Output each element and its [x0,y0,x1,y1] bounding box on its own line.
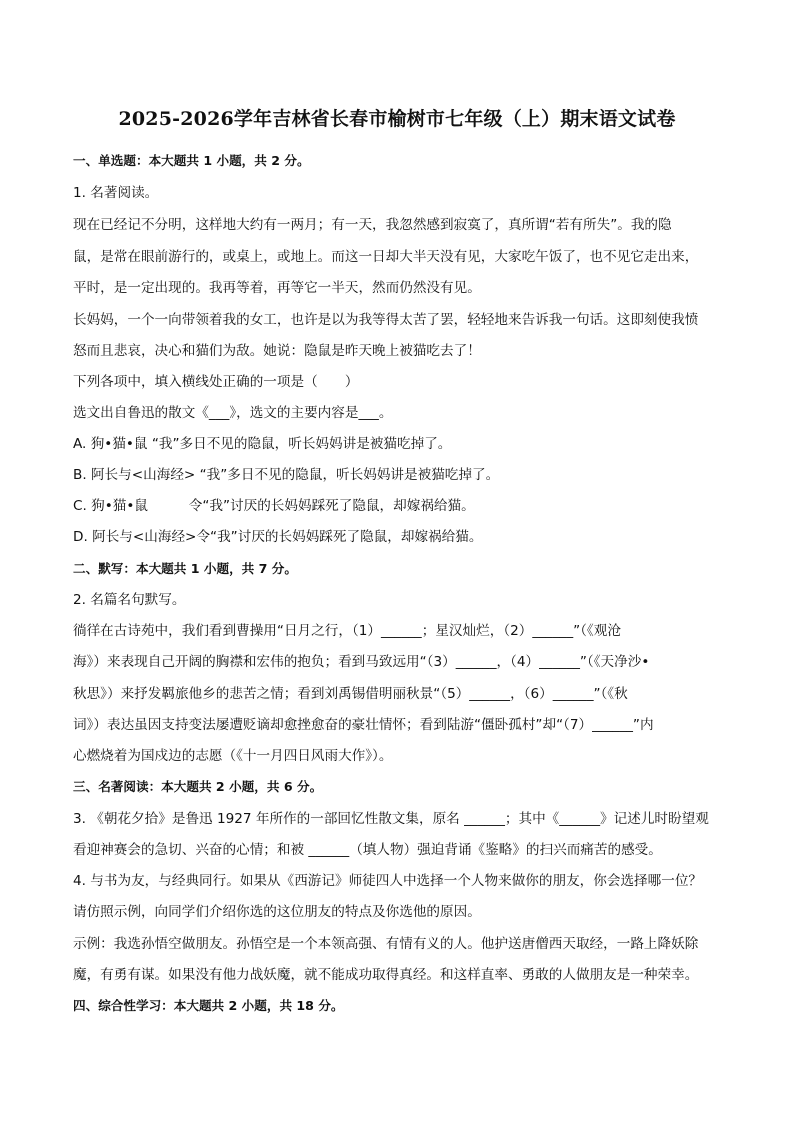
text-line: 选文出自鲁迅的散文《___》，选文的主要内容是___。 [73,405,393,421]
section-heading: 三、名著阅读：本大题共 2 小题，共 6 分。 [73,779,323,794]
page-title: 2025-2026学年吉林省长春市榆树市七年级（上）期末语文试卷 [118,108,676,130]
text-line: 现在已经记不分明，这样地大约有一两月；有一天，我忽然感到寂寞了，真所谓“若有所失”。我的隐 [73,217,672,233]
text-line: 示例：我选孙悟空做朋友。孙悟空是一个本领高强、有情有义的人。他护送唐僧西天取经，一路上降妖除 [73,936,699,952]
text-line: 怒而且悲哀，决心和猫们为敌。她说：隐鼠是昨天晚上被猫吃去了！ [73,343,481,359]
text-line: 4. 与书为友，与经典同行。如果从《西游记》师徒四人中选择一个人物来做你的朋友，你会选择哪一位？ [73,873,703,889]
text-line: 请仿照示例，向同学们介绍你选的这位朋友的特点及你选他的原因。 [73,904,481,920]
text-line: 长妈妈，一个一向带领着我的女工，也许是以为我等得太苦了罢，轻轻地来告诉我一句话。这即刻使我愤 [73,312,699,328]
section-heading: 一、单选题：本大题共 1 小题，共 2 分。 [73,153,310,168]
text-line: A. 狗•猫•鼠 “我”多日不见的隐鼠，听长妈妈讲是被猫吃掉了。 [73,436,452,452]
section-heading: 二、默写：本大题共 1 小题，共 7 分。 [73,561,297,576]
text-line: 下列各项中，填入横线处正确的一项是（ ） [73,374,359,390]
text-line: 心燃烧着为国戍边的志愿（《十一月四日风雨大作》）。 [73,748,393,764]
text-line: 平时，是一定出现的。我再等着，再等它一半天，然而仍然没有见。 [73,280,481,296]
text-line: 秋思》）来抒发羁旅他乡的悲苦之情；看到刘禹锡借明丽秋景“（5）______，（6）______”（《秋 [73,686,628,702]
text-line: 鼠，是常在眼前游行的，或桌上，或地上。而这一日却大半天没有见，大家吃午饭了，也不见它走出来， [73,249,699,265]
text-line: D. 阿长与<山海经>令“我”讨厌的长妈妈踩死了隐鼠，却嫁祸给猫。 [73,529,483,545]
section-heading: 四、综合性学习：本大题共 2 小题，共 18 分。 [73,998,344,1013]
text-line: C. 狗•猫•鼠 令“我”讨厌的长妈妈踩死了隐鼠，却嫁祸给猫。 [73,498,475,514]
text-line: 1. 名著阅读。 [73,185,159,201]
text-line: 海》）来表现自己开阔的胸襟和宏伟的抱负；看到马致远用“（3）______，（4）______”（《天净沙• [73,654,650,670]
text-line: 看迎神赛会的急切、兴奋的心情；和被 ______（填人物）强迫背诵《鉴略》的扫兴而痛苦的感受。 [73,842,662,858]
text-line: B. 阿长与<山海经> “我”多日不见的隐鼠，听长妈妈讲是被猫吃掉了。 [73,467,500,483]
text-line: 词》）表达虽因支持变法屡遭贬谪却愈挫愈奋的豪壮情怀；看到陆游“僵卧孤村”却“（7）______”内 [73,717,654,733]
text-line: 魔，有勇有谋。如果没有他力战妖魔，就不能成功取得真经。和这样直率、勇敢的人做朋友是一种荣幸。 [73,967,699,983]
text-line: 3. 《朝花夕拾》是鲁迅 1927 年所作的一部回忆性散文集，原名 ______；其中《______》记述儿时盼望观 [73,811,709,827]
text-line: 2. 名篇名句默写。 [73,592,186,608]
text-line: 徜徉在古诗苑中，我们看到曹操用“日月之行，（1）______；星汉灿烂，（2）______”（《观沧 [73,623,621,639]
